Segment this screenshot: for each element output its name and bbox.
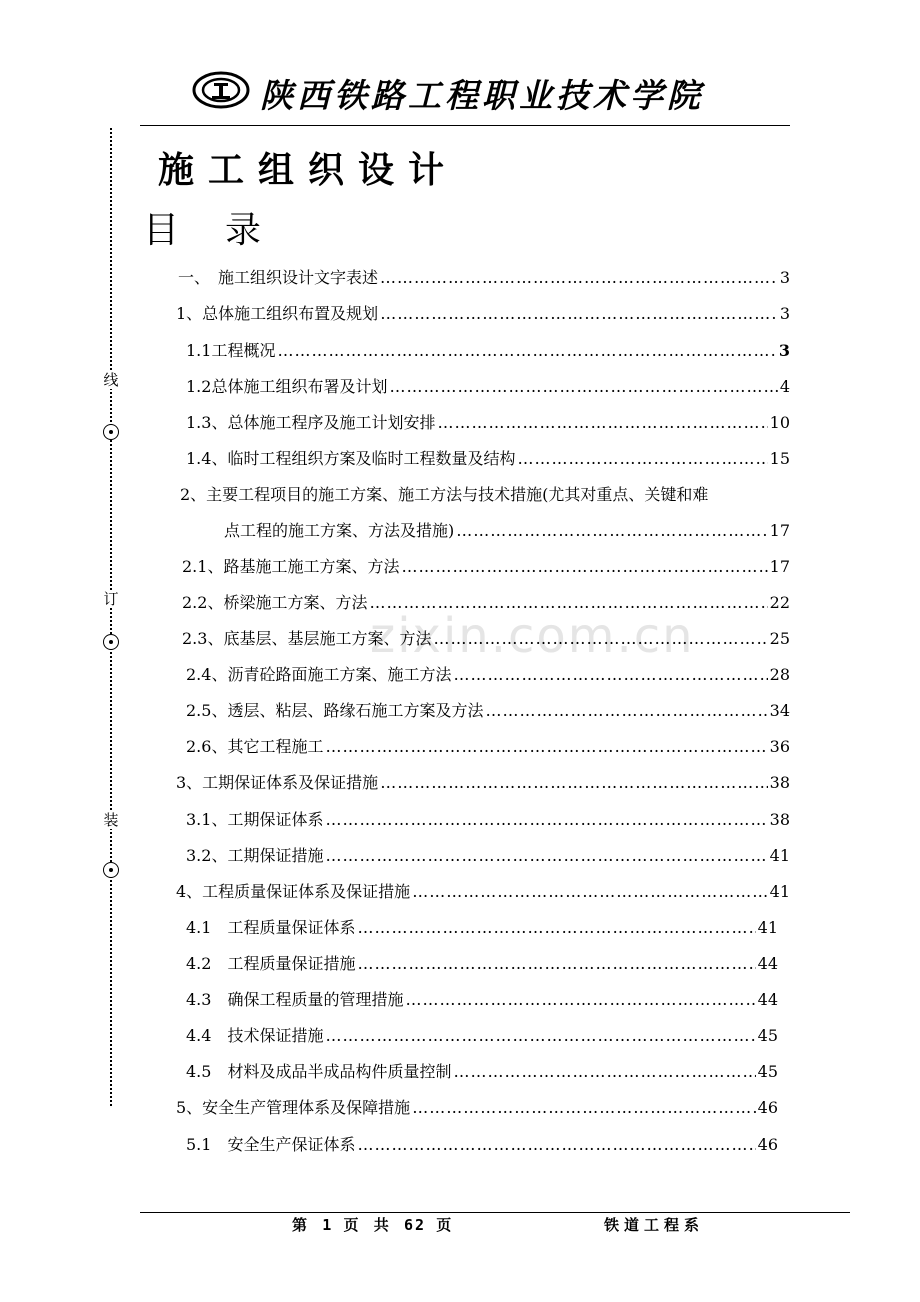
- document-title: 施工组织设计: [158, 149, 459, 191]
- toc-entry[interactable]: 4.1 工程质量保证体系 …………………………………………………………………………………………………………………………………………………………………… 41: [186, 915, 778, 941]
- institution-logo: [192, 68, 704, 115]
- toc-entry[interactable]: 3.1、工期保证体系 …………………………………………………………………………………………………………………………………………………………………… 38: [186, 807, 790, 833]
- binding-mark-staple: 订: [100, 590, 122, 608]
- toc-entry[interactable]: 2.6、其它工程施工 …………………………………………………………………………………………………………………………………………………………………… 36: [186, 734, 790, 760]
- footer-divider: [140, 1212, 850, 1213]
- page-counter: 第 1 页 共 62 页: [292, 1216, 457, 1234]
- header-divider: [140, 125, 790, 126]
- toc-entry[interactable]: 4.4 技术保证措施 …………………………………………………………………………………………………………………………………………………………………… 45: [186, 1023, 778, 1049]
- toc-entry[interactable]: 2.5、透层、粘层、路缘石施工方案及方法 …………………………………………………………………………………………………………………………………………………………………… 34: [186, 698, 790, 724]
- toc-entry[interactable]: 2.4、沥青砼路面施工方案、施工方法 …………………………………………………………………………………………………………………………………………………………………… 28: [186, 662, 790, 688]
- toc-entry[interactable]: 一、 施工组织设计文字表述 …………………………………………………………………………………………………………………………………………………………………… 3: [178, 265, 790, 291]
- binding-circle-icon: [103, 862, 119, 878]
- toc-entry[interactable]: 点工程的施工方案、方法及措施) …………………………………………………………………………………………………………………………………………………………………… 17: [224, 518, 790, 544]
- toc-entry[interactable]: 2.1、路基施工施工方案、方法 …………………………………………………………………………………………………………………………………………………………………… 17: [182, 554, 790, 580]
- toc-entry[interactable]: 4.2 工程质量保证措施 …………………………………………………………………………………………………………………………………………………………………… 44: [186, 951, 778, 977]
- institution-emblem-icon: [192, 70, 250, 110]
- toc-entry[interactable]: 4.3 确保工程质量的管理措施 …………………………………………………………………………………………………………………………………………………………………… 44: [186, 987, 778, 1013]
- toc-entry[interactable]: 2.2、桥梁施工方案、方法 …………………………………………………………………………………………………………………………………………………………………… 22: [182, 590, 790, 616]
- institution-name: 陕西铁路工程职业技术学院: [260, 76, 704, 115]
- binding-mark-line: 线: [100, 371, 122, 389]
- toc-entry[interactable]: 3.2、工期保证措施 …………………………………………………………………………………………………………………………………………………………………… 41: [186, 843, 790, 869]
- toc-entry[interactable]: 1.4、临时工程组织方案及临时工程数量及结构 …………………………………………………………………………………………………………………………………………………………………… 15: [186, 446, 790, 472]
- toc-entry[interactable]: 2、主要工程项目的施工方案、施工方法与技术措施(尤其对重点、关键和难: [180, 485, 709, 504]
- toc-entry[interactable]: 1.3、总体施工程序及施工计划安排 …………………………………………………………………………………………………………………………………………………………………… 10: [186, 410, 790, 436]
- toc-entry[interactable]: 2.3、底基层、基层施工方案、方法 …………………………………………………………………………………………………………………………………………………………………… 25: [182, 626, 790, 652]
- binding-dotted-line: [110, 128, 112, 1106]
- department-name: 铁道工程系: [604, 1216, 705, 1234]
- current-page-number: 1: [322, 1216, 334, 1234]
- toc-entry[interactable]: 4.5 材料及成品半成品构件质量控制 …………………………………………………………………………………………………………………………………………………………………… 45: [186, 1059, 778, 1085]
- toc-entry[interactable]: 1、总体施工组织布置及规划 …………………………………………………………………………………………………………………………………………………………………… 3: [176, 301, 790, 327]
- toc-entry[interactable]: 5.1 安全生产保证体系 …………………………………………………………………………………………………………………………………………………………………… 46: [186, 1132, 778, 1158]
- toc-entry[interactable]: 3、工期保证体系及保证措施 …………………………………………………………………………………………………………………………………………………………………… 38: [176, 770, 790, 796]
- toc-entry[interactable]: 4、工程质量保证体系及保证措施 …………………………………………………………………………………………………………………………………………………………………… 41: [176, 879, 790, 905]
- binding-mark-bind: 装: [100, 811, 122, 829]
- toc-entry[interactable]: 1.2总体施工组织布署及计划 …………………………………………………………………………………………………………………………………………………………………… 4: [186, 374, 790, 400]
- total-pages: 62: [403, 1216, 427, 1234]
- toc-entry[interactable]: 5、安全生产管理体系及保障措施 …………………………………………………………………………………………………………………………………………………………………… 46: [176, 1095, 778, 1121]
- binding-circle-icon: [103, 424, 119, 440]
- toc-heading: 目录: [143, 210, 308, 251]
- toc-entry[interactable]: 1.1工程概况 …………………………………………………………………………………………………………………………………………………………………… 3: [186, 338, 790, 364]
- binding-margin: [100, 128, 122, 1108]
- watermark: zixin.com.cn: [370, 608, 695, 664]
- binding-circle-icon: [103, 634, 119, 650]
